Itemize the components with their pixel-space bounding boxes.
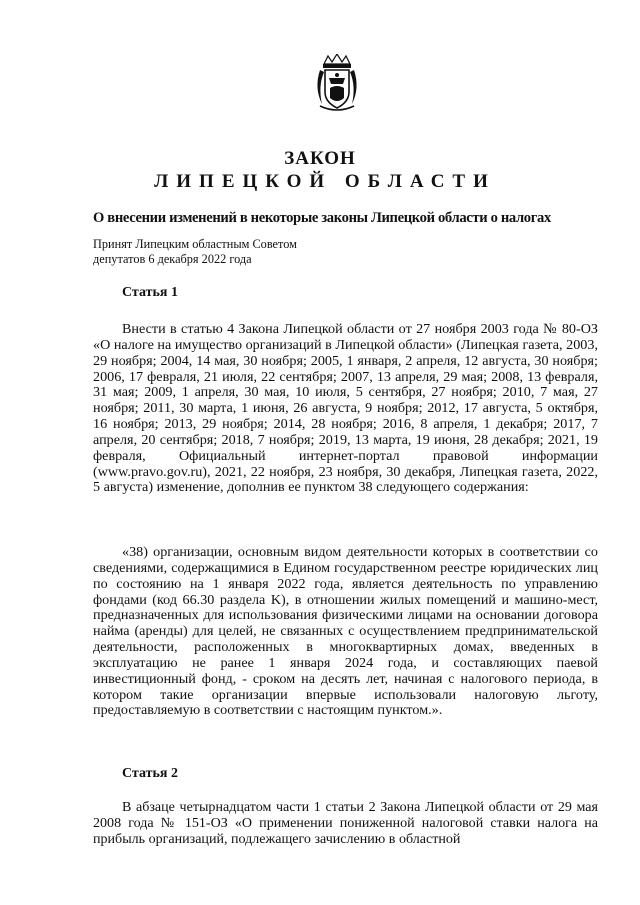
article-2-heading: Статья 2 (122, 766, 178, 781)
law-title: ЗАКОН (284, 148, 356, 169)
adoption-info (93, 237, 297, 267)
adoption-line-1: Принят Липецким областным Советом (93, 237, 297, 251)
article-1-heading: Статья 1 (122, 285, 178, 300)
article-1-quote: «38) организации, основным видом деятельности которых в соответствии со сведениями, содержащимися в Едином государственном реестре юридических лиц по состоянию на 1 января 2022 года, является деятельность по управлению фондами (код 66.30 раздела K), в отношении жилых помещений и машино-мест, предназначенных для использования физическими лицами на основании договора найма (аренды) для целей, не связанных с осуществлением предпринимательской деятельности, расположенных в многоквартирных домах, введенных в эксплуатацию не ранее 1 января 2024 года, и составляющих паевой инвестиционный фонд, - сроком на десять лет, начиная с налогового периода, в котором такие организации впервые использовали налоговую льготу, предоставляемую в соответствии с настоящим пунктом.». (93, 544, 598, 719)
article-1-text: Внести в статью 4 Закона Липецкой области от 27 ноября 2003 года № 80-ОЗ «О налоге на имущество организаций в Липецкой области» (Липецкая газета, 2003, 29 ноября; 2004, 14 мая, 30 ноября; 2005, 1 января, 2 апреля, 12 августа, 30 ноября; 2006, 17 февраля, 21 июля, 22 сентября; 2007, 13 апреля, 29 мая; 2008, 13 февраля, 31 мая; 2009, 1 апреля, 30 мая, 10 июля, 5 сентября, 27 ноября; 2010, 7 мая, 27 ноября; 2011, 30 марта, 1 июня, 26 августа, 9 ноября; 2012, 17 августа, 5 октября, 16 ноября; 2013, 29 ноября; 2014, 28 ноября; 2016, 8 апреля, 1 декабря; 2017, 7 апреля, 20 сентября; 2018, 7 ноября; 2019, 13 марта, 19 июня, 28 декабря; 2021, 19 февраля, Официальный интернет-портал правовой информации (www.pravo.gov.ru), 2021, 22 ноября, 23 ноября, 30 декабря, Липецкая газета, 2022, 5 августа) изменение, дополнив ее пунктом 38 следующего содержания: (93, 321, 598, 496)
adoption-line-2: депутатов 6 декабря 2022 года (93, 252, 252, 266)
lipetsk-coat-of-arms-icon (314, 54, 360, 112)
article-2-paragraph (93, 800, 598, 848)
article-1-quote-paragraph (93, 545, 598, 719)
law-region: ЛИПЕЦКОЙ ОБЛАСТИ (154, 171, 496, 192)
article-2-text: В абзаце четырнадцатом части 1 статьи 2 Закона Липецкой области от 29 мая 2008 года № 151-ОЗ «О применении пониженной налоговой ставки налога на прибыль организаций, подлежащего зачислению в областной (93, 799, 598, 847)
law-subtitle: О внесении изменений в некоторые законы Липецкой области о налогах (93, 210, 551, 226)
article-1-paragraph (93, 322, 598, 496)
